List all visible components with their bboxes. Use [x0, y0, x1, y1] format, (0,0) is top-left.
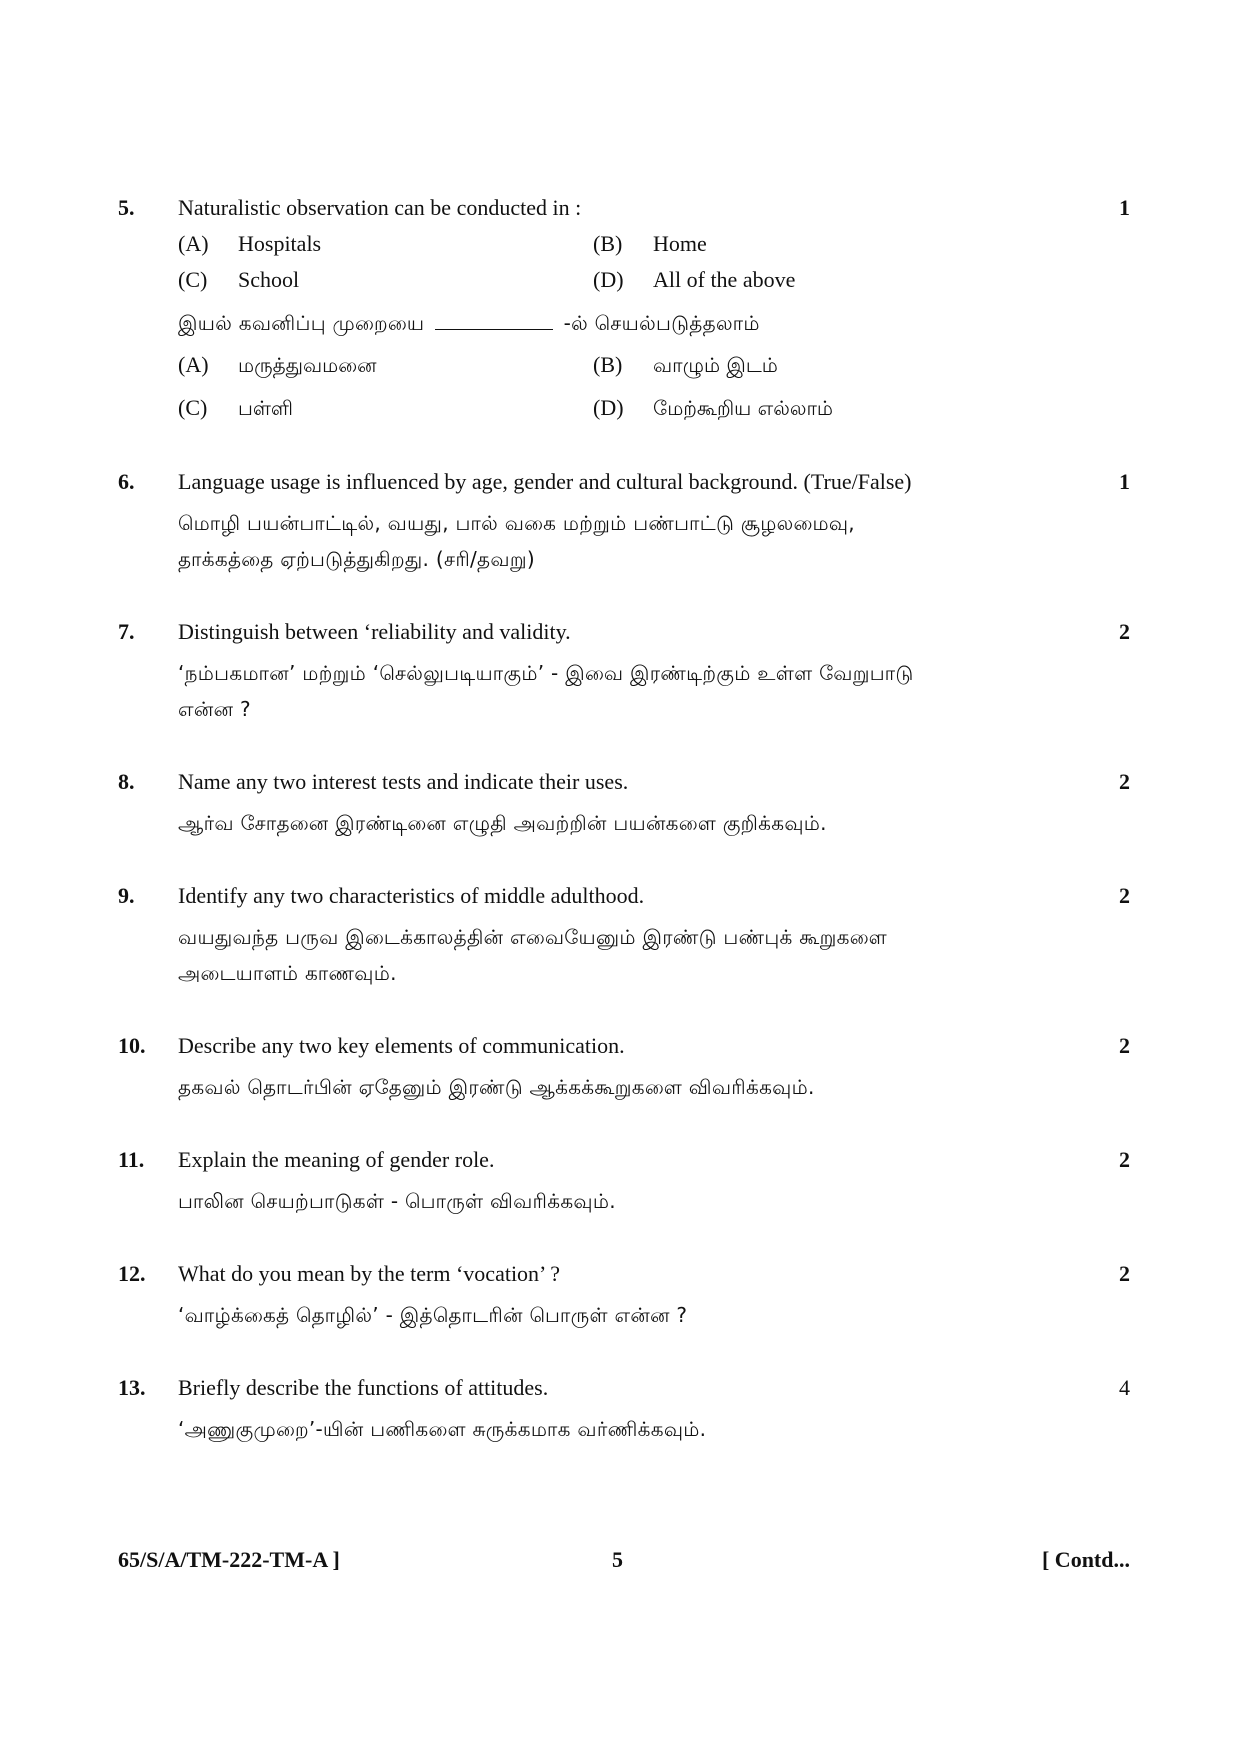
option-b	[593, 229, 707, 259]
question-text: Language usage is influenced by age, gender and cultural background. (True/False)	[178, 469, 912, 494]
option-text: School	[238, 267, 300, 292]
question-marks: 2	[1119, 883, 1130, 908]
option-text: Home	[653, 231, 707, 256]
tamil-line-1: பாலின செயற்பாடுகள் - பொருள் விவரிக்கவும்.	[178, 1189, 616, 1213]
option-text: வாழும் இடம்	[653, 353, 778, 377]
paper-code: 65/S/A/TM-222-TM-A ]	[118, 1547, 340, 1572]
question-marks: 1	[1119, 195, 1130, 220]
option-label: (A)	[178, 231, 209, 256]
tamil-option-d	[593, 393, 833, 423]
question-text: Identify any two characteristics of middle adulthood.	[178, 883, 645, 908]
question-text: Explain the meaning of gender role.	[178, 1147, 495, 1172]
option-label: (D)	[593, 395, 624, 420]
question-marks: 2	[1119, 769, 1130, 794]
tamil-option-b	[593, 350, 778, 380]
fill-in-blank	[435, 309, 553, 330]
question-number: 12.	[118, 1261, 146, 1286]
option-text: மருத்துவமனை	[238, 353, 377, 377]
tamil-line-2: தாக்கத்தை ஏற்படுத்துகிறது. (சரி/தவறு)	[178, 547, 535, 571]
question-number: 13.	[118, 1375, 146, 1400]
tamil-option-a	[178, 350, 377, 380]
tamil-line-2: அடையாளம் காணவும்.	[178, 961, 397, 985]
tamil-question-text	[178, 305, 1078, 341]
continued-marker: [ Contd...	[1041, 1547, 1130, 1572]
question-marks: 1	[1119, 469, 1130, 494]
question-text: Naturalistic observation can be conducted in :	[178, 195, 582, 220]
question-number: 7.	[118, 619, 135, 644]
tamil-line-2: என்ன ?	[178, 697, 251, 721]
question-text: Distinguish between ‘reliability and validity.	[178, 619, 571, 644]
option-text: Hospitals	[238, 231, 322, 256]
tamil-line-1: வயதுவந்த பருவ இடைக்காலத்தின் எவையேனும் இரண்டு பண்புக் கூறுகளை	[178, 925, 888, 949]
tamil-text-before-blank: இயல் கவனிப்பு முறையை	[178, 311, 425, 335]
option-label: (C)	[178, 395, 208, 420]
page-number: 5	[612, 1547, 623, 1572]
tamil-line-1: ‘நம்பகமான’ மற்றும் ‘செல்லுபடியாகும்’ - இவை இரண்டிற்கும் உள்ள வேறுபாடு	[178, 661, 914, 685]
question-text: Briefly describe the functions of attitudes.	[178, 1375, 549, 1400]
option-d	[593, 265, 795, 295]
question-text: Name any two interest tests and indicate their uses.	[178, 769, 629, 794]
question-text: What do you mean by the term ‘vocation’ ?	[178, 1261, 561, 1286]
question-marks: 2	[1119, 619, 1130, 644]
option-label: (A)	[178, 352, 209, 377]
option-a	[178, 229, 321, 259]
option-text: மேற்கூறிய எல்லாம்	[653, 396, 834, 420]
question-marks: 2	[1119, 1261, 1130, 1286]
question-number: 9.	[118, 883, 135, 908]
question-number: 11.	[118, 1147, 145, 1172]
question-number: 5.	[118, 195, 135, 220]
tamil-line-1: ஆர்வ சோதனை இரண்டினை எழுதி அவற்றின் பயன்களை குறிக்கவும்.	[178, 811, 827, 835]
option-label: (B)	[593, 352, 623, 377]
question-marks: 2	[1119, 1033, 1130, 1058]
question-marks: 2	[1119, 1147, 1130, 1172]
option-c	[178, 265, 299, 295]
option-label: (C)	[178, 267, 208, 292]
tamil-line-1: ‘அணுகுமுறை’-யின் பணிகளை சுருக்கமாக வர்ணிக்கவும்.	[178, 1417, 707, 1441]
question-number: 8.	[118, 769, 135, 794]
option-label: (D)	[593, 267, 624, 292]
tamil-option-c	[178, 393, 293, 423]
question-number: 6.	[118, 469, 135, 494]
question-marks: 4	[1119, 1375, 1130, 1400]
tamil-line-1: ‘வாழ்க்கைத் தொழில்’ - இத்தொடரின் பொருள் என்ன ?	[178, 1303, 688, 1327]
tamil-line-1: மொழி பயன்பாட்டில், வயது, பால் வகை மற்றும் பண்பாட்டு சூழலமைவு,	[178, 511, 855, 535]
question-text: Describe any two key elements of communication.	[178, 1033, 625, 1058]
tamil-text-after-blank: -ல் செயல்படுத்தலாம்	[563, 311, 760, 335]
tamil-line-1: தகவல் தொடர்பின் ஏதேனும் இரண்டு ஆக்கக்கூறுகளை விவரிக்கவும்.	[178, 1075, 815, 1099]
option-text: All of the above	[653, 267, 796, 292]
option-text: பள்ளி	[238, 396, 294, 420]
option-label: (B)	[593, 231, 623, 256]
question-number: 10.	[118, 1033, 146, 1058]
